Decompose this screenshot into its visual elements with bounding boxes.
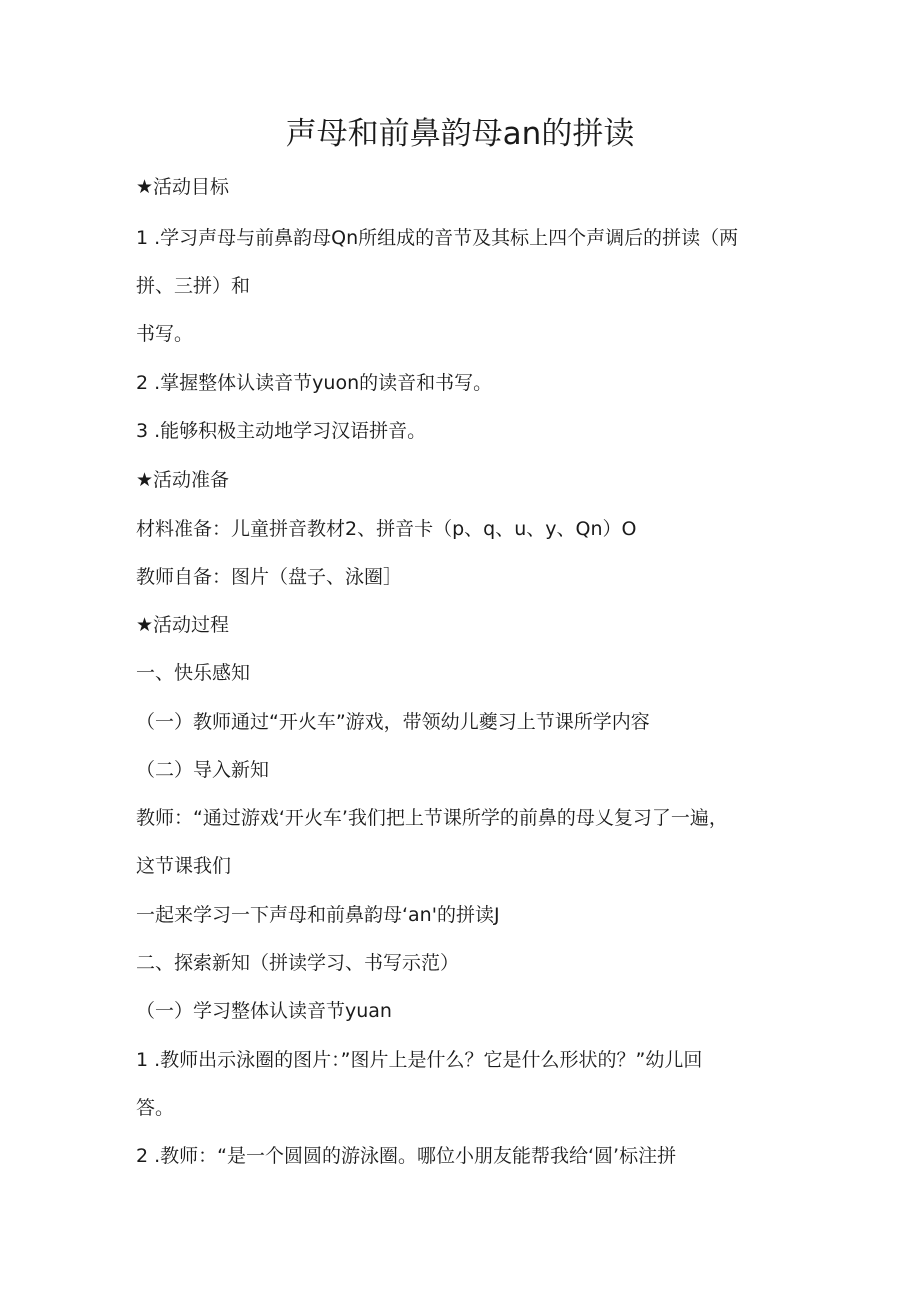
- paragraph-line: 答。: [136, 1097, 175, 1119]
- paragraph-line: 2 .掌握整体认读音节yuon的读音和书写。: [136, 372, 493, 394]
- document-title: 声母和前鼻韵母an的拼读: [285, 116, 635, 152]
- paragraph-line: 这节课我们: [136, 855, 232, 877]
- section-heading-process: ★活动过程: [136, 614, 230, 636]
- paragraph-line: 1 .学习声母与前鼻韵母Qn所组成的音节及其标上四个声调后的拼读（两: [136, 227, 739, 249]
- paragraph-line: 2 .教师：“是一个圆圆的游泳圈。哪位小朋友能帮我给‘圆’标注拼: [136, 1145, 677, 1167]
- paragraph-line: （一）教师通过“开火车”游戏，带领幼儿夔习上节课所学内容: [136, 711, 650, 733]
- paragraph-line: （一）学习整体认读音节yuan: [136, 1000, 392, 1022]
- paragraph-line: 教师自备：图片（盘子、泳圈］: [136, 566, 403, 588]
- paragraph-line: 书写。: [136, 323, 194, 345]
- subsection-heading: 一、快乐感知: [136, 662, 251, 684]
- paragraph-line: 教师：“通过游戏‘开火车’我们把上节课所学的前鼻的母乂复习了一遍，: [136, 807, 728, 829]
- section-heading-goals: ★活动目标: [136, 176, 230, 198]
- paragraph-line: 一起来学习一下声母和前鼻韵母‘an'的拼读J: [136, 904, 500, 926]
- paragraph-line: 3 .能够积极主动地学习汉语拼音。: [136, 420, 427, 442]
- subsection-heading: 二、探索新知（拼读学习、书写示范）: [136, 952, 460, 974]
- paragraph-line: （二）导入新知: [136, 759, 270, 781]
- section-heading-preparation: ★活动准备: [136, 469, 230, 491]
- paragraph-line: 1 .教师出示泳圈的图片：”图片上是什么？它是什么形状的？”幼儿回: [136, 1049, 703, 1071]
- paragraph-line: 材料准备：儿童拼音教材2、拼音卡（p、q、u、y、Qn）O: [136, 518, 637, 540]
- paragraph-line: 拼、三拼）和: [136, 275, 251, 297]
